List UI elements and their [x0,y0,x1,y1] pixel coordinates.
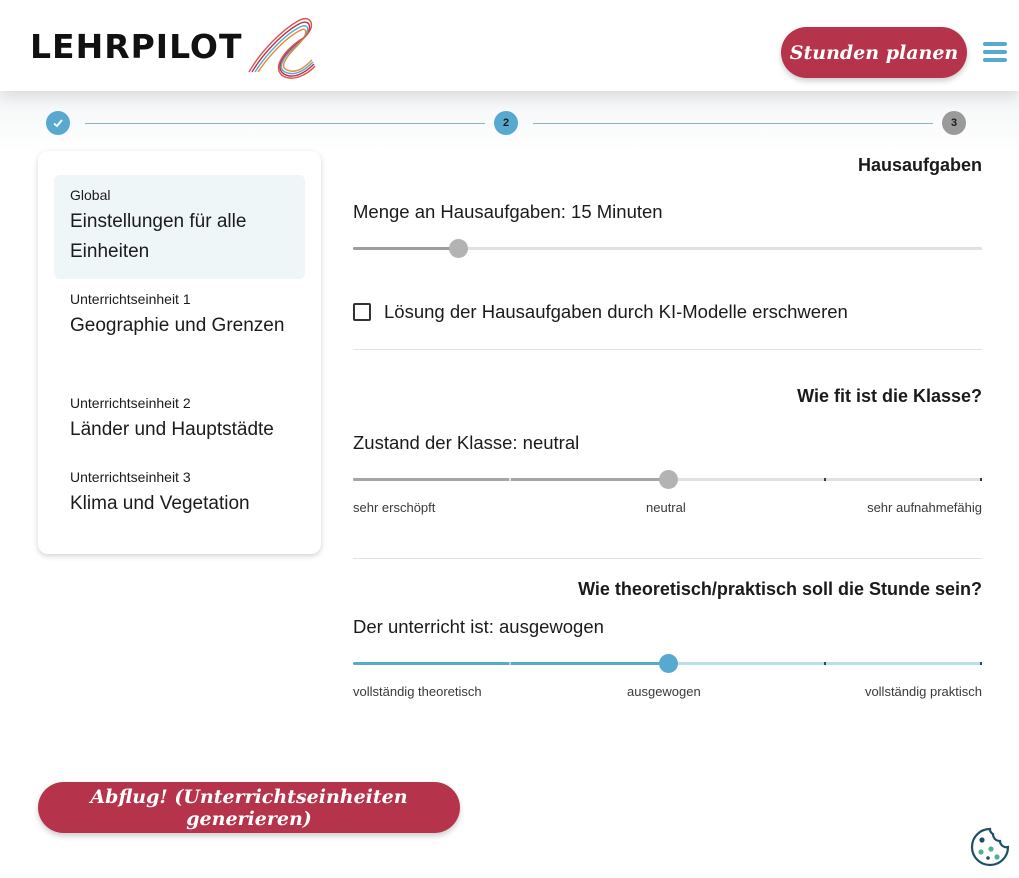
sidebar-item-global[interactable] [54,175,305,279]
stepper-connector [533,123,933,124]
scale-min-label: sehr erschöpft [353,500,436,515]
generate-units-button[interactable]: Abflug! (Unterrichtseinheiten generieren) [38,782,460,833]
plan-lessons-button[interactable]: Stunden planen [781,27,967,78]
unit-sidebar [38,151,321,554]
cookie-icon[interactable] [969,826,1011,868]
hamburger-icon[interactable] [983,42,1007,62]
slider-thumb[interactable] [659,654,678,673]
sidebar-item-title: Geographie und Grenzen [70,315,285,336]
scale-min-label: vollständig theoretisch [353,684,482,699]
class-fitness-slider[interactable] [353,470,982,490]
fitness-state-label: Zustand der Klasse: neutral [353,432,580,453]
sidebar-item-title: Länder und Hauptstädte [70,419,274,440]
slider-tick [824,662,826,665]
theory-practice-state-label: Der unterricht ist: ausgewogen [353,616,604,637]
sidebar-item-unit-1[interactable] [54,279,305,353]
sidebar-item-title: Klima und Vegetation [70,493,250,514]
step-2-current[interactable] [494,111,518,135]
menu-bar [983,58,1007,62]
step-1-done[interactable] [46,111,70,135]
ai-difficulty-label: Lösung der Hausaufgaben durch KI-Modelle erschweren [384,301,848,322]
slider-tick [824,478,826,481]
progress-stepper [0,91,1019,151]
slider-thumb[interactable] [659,470,678,489]
sidebar-item-unit-2[interactable] [54,383,305,457]
slider-thumb[interactable] [449,239,468,258]
theory-practice-slider[interactable] [353,654,982,674]
ai-difficulty-checkbox[interactable] [353,303,371,321]
menu-bar [983,42,1007,46]
sidebar-item-subtitle: Global [70,187,111,203]
section-divider [353,558,982,559]
step-number: 3 [950,117,958,129]
lehrpilot-l-icon [244,12,316,80]
sidebar-item-unit-3[interactable] [54,457,305,531]
slider-fill [353,247,458,250]
theory-practice-heading: Wie theoretisch/praktisch soll die Stunde sein? [578,579,982,599]
stepper-connector [85,123,485,124]
slider-tick [509,478,511,481]
sidebar-item-title: Einstellungen für alle Einheiten [70,211,247,262]
sidebar-item-subtitle: Unterrichtseinheit 2 [70,395,191,411]
scale-mid-label: neutral [646,500,686,515]
step-number: 2 [502,117,510,129]
homework-amount-label: Menge an Hausaufgaben: 15 Minuten [353,201,663,222]
checkmark-icon [52,117,64,129]
slider-tick [509,662,511,665]
sidebar-item-subtitle: Unterrichtseinheit 3 [70,469,191,485]
header [0,0,1019,91]
sidebar-item-subtitle: Unterrichtseinheit 1 [70,291,191,307]
scale-mid-label: ausgewogen [627,684,701,699]
menu-bar [983,50,1007,54]
section-divider [353,349,982,350]
homework-amount-slider[interactable] [353,239,982,259]
logo-text: LEHRPILOT [30,26,243,66]
slider-tick [980,662,982,665]
logo[interactable] [30,12,316,80]
ai-difficulty-checkbox-row[interactable] [353,301,848,323]
fitness-heading: Wie fit ist die Klasse? [797,386,982,406]
slider-tick [980,478,982,481]
scale-max-label: sehr aufnahmefähig [867,500,982,515]
scale-max-label: vollständig praktisch [864,684,982,699]
homework-heading: Hausaufgaben [857,155,982,175]
step-3-upcoming[interactable] [942,111,966,135]
